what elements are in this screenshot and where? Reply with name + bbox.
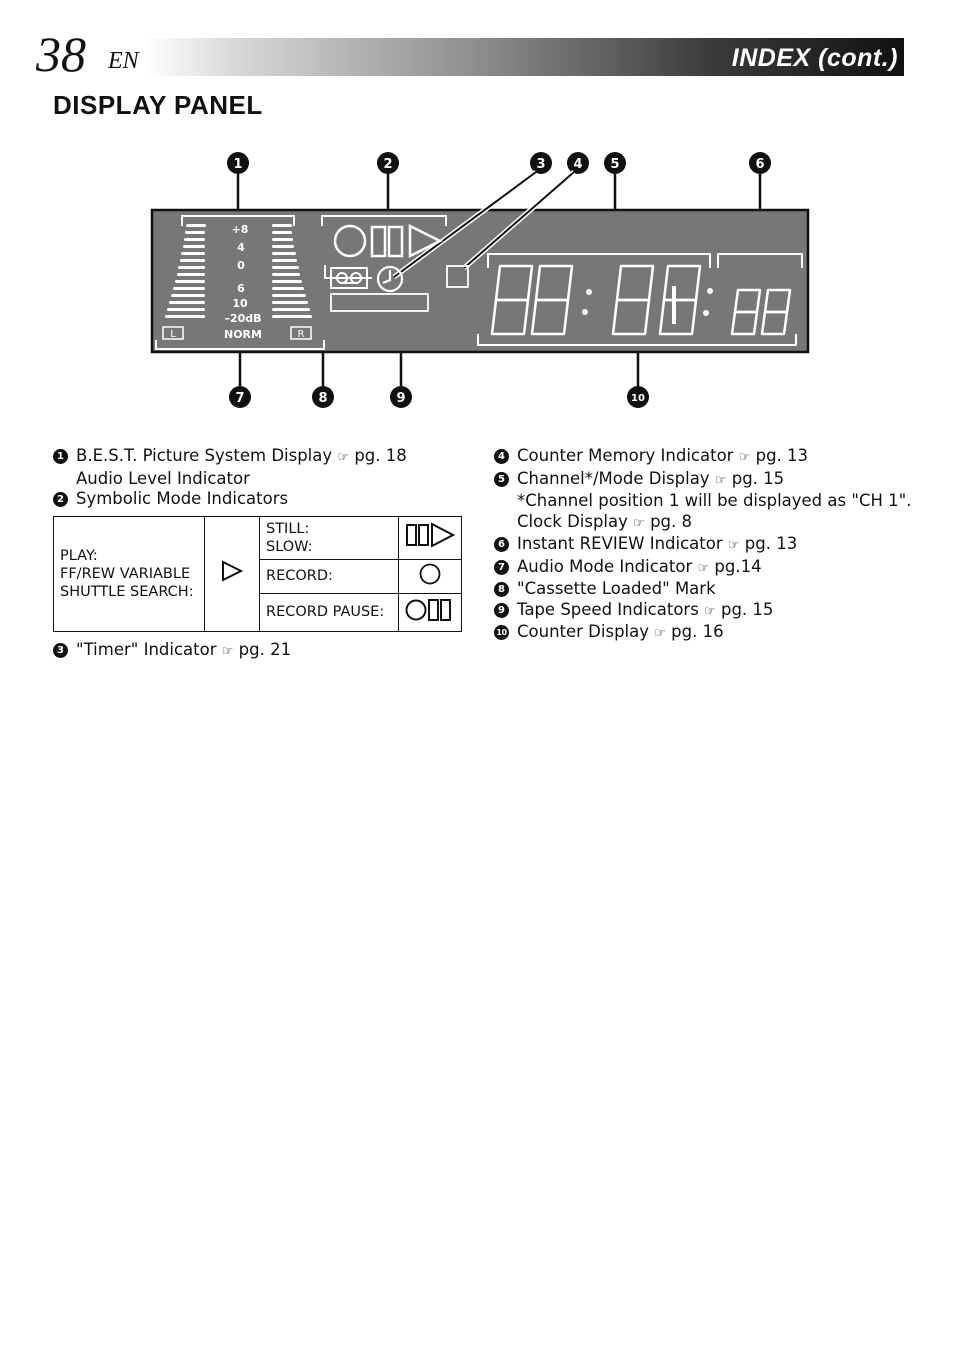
legend-number-1: 1 bbox=[53, 449, 68, 464]
legend-item-6 bbox=[494, 534, 914, 557]
pointing-hand-icon: ☞ bbox=[337, 450, 350, 465]
legend-number-2: 2 bbox=[53, 492, 68, 507]
pointing-hand-icon: ☞ bbox=[738, 450, 751, 465]
pointing-hand-icon: ☞ bbox=[727, 538, 740, 553]
level-scale-6: 6 bbox=[237, 282, 245, 295]
legend-ref-3: pg. 21 bbox=[238, 639, 292, 659]
legend-item-1 bbox=[53, 446, 463, 489]
callout-10-label: 10 bbox=[631, 393, 645, 404]
play-icon-cell bbox=[205, 516, 260, 631]
pointing-hand-icon: ☞ bbox=[714, 472, 727, 488]
level-scale-minus20db: –20dB bbox=[224, 312, 262, 325]
mode-slow-label: SLOW: bbox=[266, 538, 313, 555]
mode-ffrew-label: FF/REW VARIABLE bbox=[60, 565, 191, 582]
legend-ref-6: pg. 13 bbox=[744, 534, 798, 553]
legend-number-9: 9 bbox=[494, 603, 509, 618]
legend-ref-9: pg. 15 bbox=[720, 599, 774, 619]
callout-8-label: 8 bbox=[318, 391, 328, 406]
callout-4-label: 4 bbox=[573, 157, 583, 172]
mode-record-pause-label: RECORD PAUSE: bbox=[266, 604, 385, 620]
legend-number-6: 6 bbox=[494, 537, 509, 552]
legend-item-8 bbox=[494, 579, 914, 600]
legend-item-2 bbox=[53, 489, 463, 510]
pointing-hand-icon: ☞ bbox=[633, 515, 645, 531]
legend-item-9 bbox=[494, 600, 914, 623]
record-icon bbox=[417, 563, 443, 585]
page-title: DISPLAY PANEL bbox=[53, 90, 263, 120]
legend-text-6: Instant REVIEW Indicator bbox=[517, 534, 723, 553]
legend-number-3: 3 bbox=[53, 643, 68, 658]
legend-ref-5: pg. 15 bbox=[731, 468, 785, 488]
section-title: INDEX (cont.) bbox=[731, 44, 898, 72]
channel-r-label: R bbox=[297, 329, 305, 340]
callout-7-label: 7 bbox=[235, 391, 245, 406]
still-slow-icon-cell bbox=[399, 516, 462, 559]
legend-sub-5 bbox=[517, 512, 914, 535]
mode-shuttle-label: SHUTTLE SEARCH: bbox=[60, 583, 194, 600]
legend-number-8: 8 bbox=[494, 582, 509, 597]
legend-sub-ref-5: pg. 8 bbox=[650, 511, 692, 531]
level-scale-plus8: +8 bbox=[231, 223, 249, 236]
mode-play-label: PLAY: bbox=[60, 547, 98, 564]
mode-indicator-table bbox=[53, 516, 462, 632]
level-scale-0: 0 bbox=[237, 259, 245, 272]
legend-text-3: "Timer" Indicator bbox=[76, 639, 217, 659]
legend-ref-7: pg.14 bbox=[714, 556, 762, 576]
pointing-hand-icon: ☞ bbox=[654, 626, 666, 641]
pause-play-icon bbox=[405, 521, 455, 549]
legend-text-4: Counter Memory Indicator bbox=[517, 446, 734, 465]
legend-text-9: Tape Speed Indicators bbox=[517, 599, 699, 619]
record-pause-icon-cell bbox=[399, 593, 462, 631]
legend-item-3 bbox=[53, 640, 463, 663]
level-scale-10: 10 bbox=[232, 297, 248, 310]
legend-text-5: Channel*/Mode Display bbox=[517, 468, 710, 488]
legend-ref-4: pg. 13 bbox=[755, 446, 809, 465]
display-panel-diagram bbox=[0, 140, 954, 430]
legend-item-5 bbox=[494, 469, 914, 535]
legend-sub-1: Audio Level Indicator bbox=[76, 468, 250, 488]
mode-still-label: STILL: bbox=[266, 520, 310, 537]
page-language: EN bbox=[108, 48, 139, 74]
legend-number-5: 5 bbox=[494, 472, 509, 487]
legend-number-10: 10 bbox=[494, 625, 509, 640]
legend-text-7: Audio Mode Indicator bbox=[517, 556, 693, 576]
mode-record-cell bbox=[260, 559, 399, 593]
legend-ref-10: pg. 16 bbox=[671, 622, 724, 641]
level-scale-4: 4 bbox=[237, 241, 245, 254]
callout-9-label: 9 bbox=[396, 391, 406, 406]
callout-3-label: 3 bbox=[536, 157, 546, 172]
legend-text-10: Counter Display bbox=[517, 622, 649, 641]
page-number: 38 bbox=[36, 26, 86, 82]
callout-1-label: 1 bbox=[233, 157, 243, 172]
page-header bbox=[36, 26, 904, 82]
pointing-hand-icon: ☞ bbox=[221, 643, 234, 659]
legend-text-2: Symbolic Mode Indicators bbox=[76, 489, 289, 508]
play-icon bbox=[220, 560, 244, 582]
legend-text-8: "Cassette Loaded" Mark bbox=[517, 579, 716, 598]
legend-right bbox=[494, 446, 914, 645]
legend-ref-1: pg. 18 bbox=[354, 446, 407, 465]
legend-item-4 bbox=[494, 446, 914, 469]
legend-number-4: 4 bbox=[494, 449, 509, 464]
legend-note-5: *Channel position 1 will be displayed as "CH 1". bbox=[517, 491, 912, 510]
mode-record-pause-cell bbox=[260, 593, 399, 631]
legend-text-1: B.E.S.T. Picture System Display bbox=[76, 446, 333, 465]
legend-sub-text-5: Clock Display bbox=[517, 511, 628, 531]
mode-still-slow-cell bbox=[260, 516, 399, 559]
record-pause-icon bbox=[405, 597, 455, 623]
record-icon-cell bbox=[399, 559, 462, 593]
norm-label: NORM bbox=[224, 328, 262, 341]
callout-5-label: 5 bbox=[610, 157, 620, 172]
pointing-hand-icon: ☞ bbox=[697, 560, 710, 576]
legend-number-7: 7 bbox=[494, 560, 509, 575]
pointing-hand-icon: ☞ bbox=[704, 603, 716, 619]
mode-record-label: RECORD: bbox=[266, 568, 333, 584]
channel-l-label: L bbox=[170, 329, 176, 340]
legend-left bbox=[53, 446, 463, 662]
callout-2-label: 2 bbox=[383, 157, 393, 172]
header-gradient-bar bbox=[144, 38, 904, 76]
legend-item-7 bbox=[494, 557, 914, 580]
legend-item-10 bbox=[494, 622, 914, 645]
callout-6-label: 6 bbox=[755, 157, 765, 172]
mode-left-cell bbox=[54, 516, 205, 631]
